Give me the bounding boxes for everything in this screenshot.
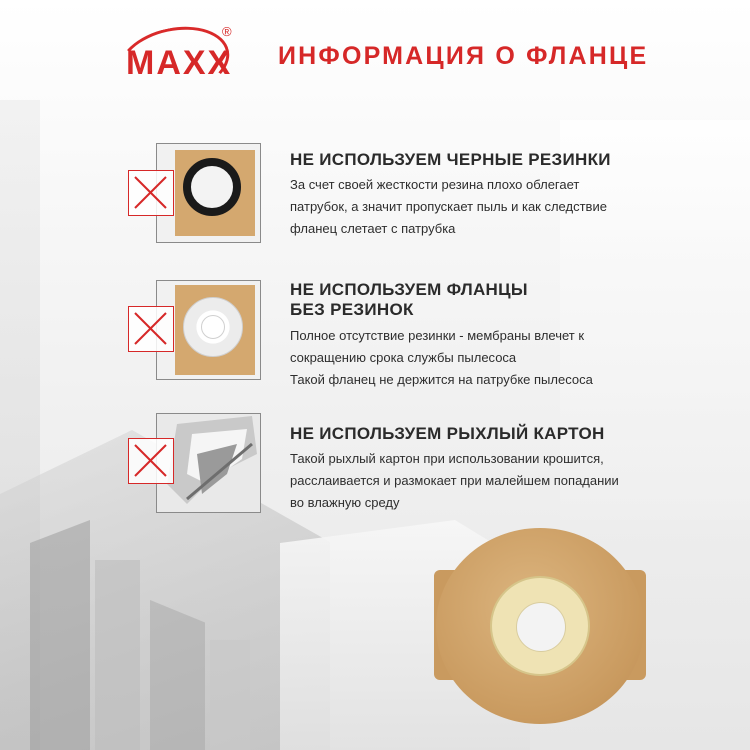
row-title: [290, 280, 640, 320]
flange-hole-icon: [201, 315, 225, 339]
description-line: За счет своей жесткости резина плохо облегает: [290, 177, 580, 192]
flange-hole-icon: [516, 602, 566, 652]
background-shape: [210, 640, 250, 750]
background-shape: [95, 560, 140, 750]
description-line: Такой рыхлый картон при использовании крошится,: [290, 451, 604, 466]
background-shape: [150, 600, 205, 750]
row-description: [290, 325, 640, 391]
description-line: сокращению срока службы пылесоса: [290, 350, 517, 365]
row-loose-cardboard: [290, 424, 640, 514]
white-membrane-ring-icon: [183, 297, 243, 357]
description-line: во влажную среду: [290, 495, 400, 510]
description-line: Полное отсутствие резинки - мембраны влечет к: [290, 328, 585, 343]
row-no-rubber: [290, 280, 640, 391]
row-title: НЕ ИСПОЛЬЗУЕМ РЫХЛЫЙ КАРТОН: [290, 424, 605, 443]
row-description: [290, 448, 640, 514]
background-shape: [30, 520, 90, 750]
row-black-rubber: [290, 150, 640, 240]
registered-mark: ®: [222, 24, 232, 39]
description-line: фланец слетает с патрубка: [290, 221, 456, 236]
title-line: НЕ ИСПОЛЬЗУЕМ ФЛАНЦЫ: [290, 280, 528, 299]
cardboard-flange-image: [436, 528, 644, 724]
description-line: Такой фланец не держится на патрубке пылесоса: [290, 372, 593, 387]
row-description: [290, 174, 640, 240]
row-title: НЕ ИСПОЛЬЗУЕМ ЧЕРНЫЕ РЕЗИНКИ: [290, 150, 611, 169]
reject-cross-icon: [128, 438, 174, 484]
reject-cross-icon: [128, 306, 174, 352]
maxx-logo: [118, 24, 233, 98]
black-rubber-ring-icon: [183, 158, 241, 216]
logo-text: MAXX: [126, 44, 233, 82]
description-line: расслаивается и размокает при малейшем попадании: [290, 473, 619, 488]
rubber-membrane-ring-icon: [490, 576, 590, 676]
page-title: ИНФОРМАЦИЯ О ФЛАНЦЕ: [278, 42, 649, 70]
reject-cross-icon: [128, 170, 174, 216]
description-line: патрубок, а значит пропускает пыль и как следствие: [290, 199, 607, 214]
title-line: БЕЗ РЕЗИНОК: [290, 300, 414, 319]
